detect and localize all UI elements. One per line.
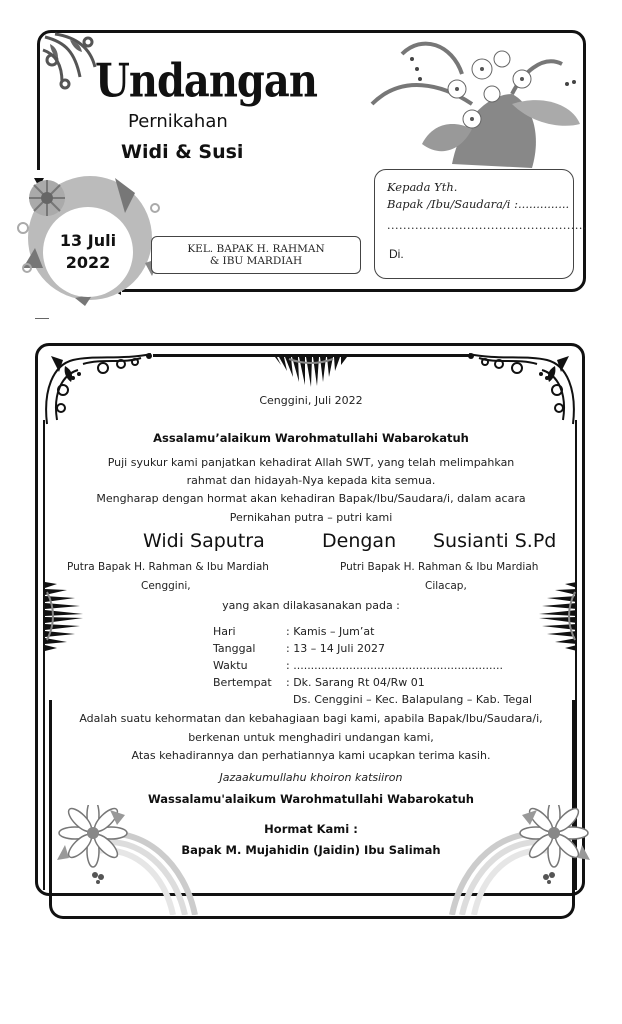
corner-flourish-icon bbox=[43, 350, 155, 426]
closing-line-3: Atas kehadirannya dan perhatiannya kami ucapkan terima kasih. bbox=[131, 749, 491, 762]
detail-label: Bertempat bbox=[213, 676, 272, 689]
family-line-2: & IBU MARDIAH bbox=[209, 255, 303, 267]
detail-row-day bbox=[213, 623, 532, 640]
regards-label: Hormat Kami : bbox=[264, 822, 358, 836]
bride-parents: Putri Bapak H. Rahman & Ibu Mardiah bbox=[340, 561, 539, 573]
intro-line-3: Mengharap dengan hormat akan kehadiran Bapak/Ibu/Saudara/i, dalam acara bbox=[96, 492, 526, 505]
inner-border-left bbox=[43, 420, 45, 890]
detail-label: Waktu bbox=[213, 659, 248, 672]
groom-name: Widi Saputra bbox=[143, 530, 265, 552]
opening-greeting: Assalamu’alaikum Warohmatullahi Wabarokatuh bbox=[153, 431, 469, 445]
date-badge bbox=[43, 207, 133, 297]
groom-parents: Putra Bapak H. Rahman & Ibu Mardiah bbox=[67, 561, 269, 573]
flower-bouquet-icon bbox=[362, 34, 584, 168]
invitation-subtitle: Pernikahan bbox=[128, 111, 228, 132]
date-year: 2022 bbox=[65, 253, 111, 272]
sunburst-ornament-icon bbox=[539, 580, 577, 652]
place-date: Cenggini, Juli 2022 bbox=[259, 394, 363, 407]
detail-row-venue-2 bbox=[213, 691, 532, 708]
divider-dash bbox=[35, 318, 49, 319]
family-name-box bbox=[151, 236, 361, 274]
detail-row-time bbox=[213, 657, 532, 674]
recipient-blank-line: .................................................. bbox=[387, 219, 587, 232]
detail-value: : ............................................................ bbox=[286, 659, 503, 672]
detail-row-date bbox=[213, 640, 532, 657]
recipient-label bbox=[387, 179, 569, 213]
closing-greeting: Wassalamu'alaikum Warohmatullahi Wabarokatuh bbox=[148, 792, 474, 806]
corner-flourish-icon bbox=[465, 350, 577, 426]
signature: Bapak M. Mujahidin (Jaidin) Ibu Salimah bbox=[181, 843, 441, 857]
detail-value: : Kamis – Jum’at bbox=[286, 625, 375, 638]
detail-value: : Dk. Sarang Rt 04/Rw 01 bbox=[286, 676, 425, 689]
bride-name: Susianti S.Pd bbox=[433, 530, 557, 552]
family-line-1: KEL. BAPAK H. RAHMAN bbox=[187, 243, 325, 255]
detail-label: Hari bbox=[213, 625, 236, 638]
invitation-title: Undangan bbox=[95, 54, 317, 109]
groom-city: Cenggini, bbox=[141, 580, 191, 592]
closing-line-2: berkenan untuk menghadiri undangan kami, bbox=[188, 731, 434, 744]
recipient-greeting: Kepada Yth. bbox=[387, 180, 458, 194]
detail-label: Tanggal bbox=[213, 642, 256, 655]
intro-line-1: Puji syukur kami panjatkan kehadirat Allah SWT, yang telah melimpahkan bbox=[107, 456, 515, 469]
closing-line-1: Adalah suatu kehormatan dan kebahagiaan bagi kami, apabila Bapak/Ibu/Saudara/i, bbox=[79, 712, 543, 725]
detail-row-venue bbox=[213, 674, 532, 691]
date-day-month: 13 Juli bbox=[59, 231, 117, 250]
intro-line-2: rahmat dan hidayah-Nya kepada kita semua. bbox=[186, 474, 436, 487]
sunburst-ornament-icon bbox=[275, 357, 347, 387]
jazaa-line: Jazaakumullahu khoiron katsiiron bbox=[219, 771, 403, 784]
couple-names: Widi & Susi bbox=[121, 141, 244, 163]
venue-line-2: Ds. Cenggini – Kec. Balapulang – Kab. Tegal bbox=[293, 693, 533, 706]
detail-value: : 13 – 14 Juli 2027 bbox=[286, 642, 386, 655]
recipient-address-box bbox=[374, 169, 587, 279]
intro-line-4: Pernikahan putra – putri kami bbox=[229, 511, 393, 524]
held-on-label: yang akan dilakasanakan pada : bbox=[222, 599, 400, 612]
sunburst-ornament-icon bbox=[45, 580, 83, 652]
recipient-name-line: Bapak /Ibu/Saudara/i :.............. bbox=[387, 197, 570, 211]
event-details bbox=[213, 623, 532, 708]
bride-city: Cilacap, bbox=[425, 580, 467, 592]
recipient-location-label: Di. bbox=[389, 247, 404, 261]
connector-word: Dengan bbox=[322, 530, 397, 552]
